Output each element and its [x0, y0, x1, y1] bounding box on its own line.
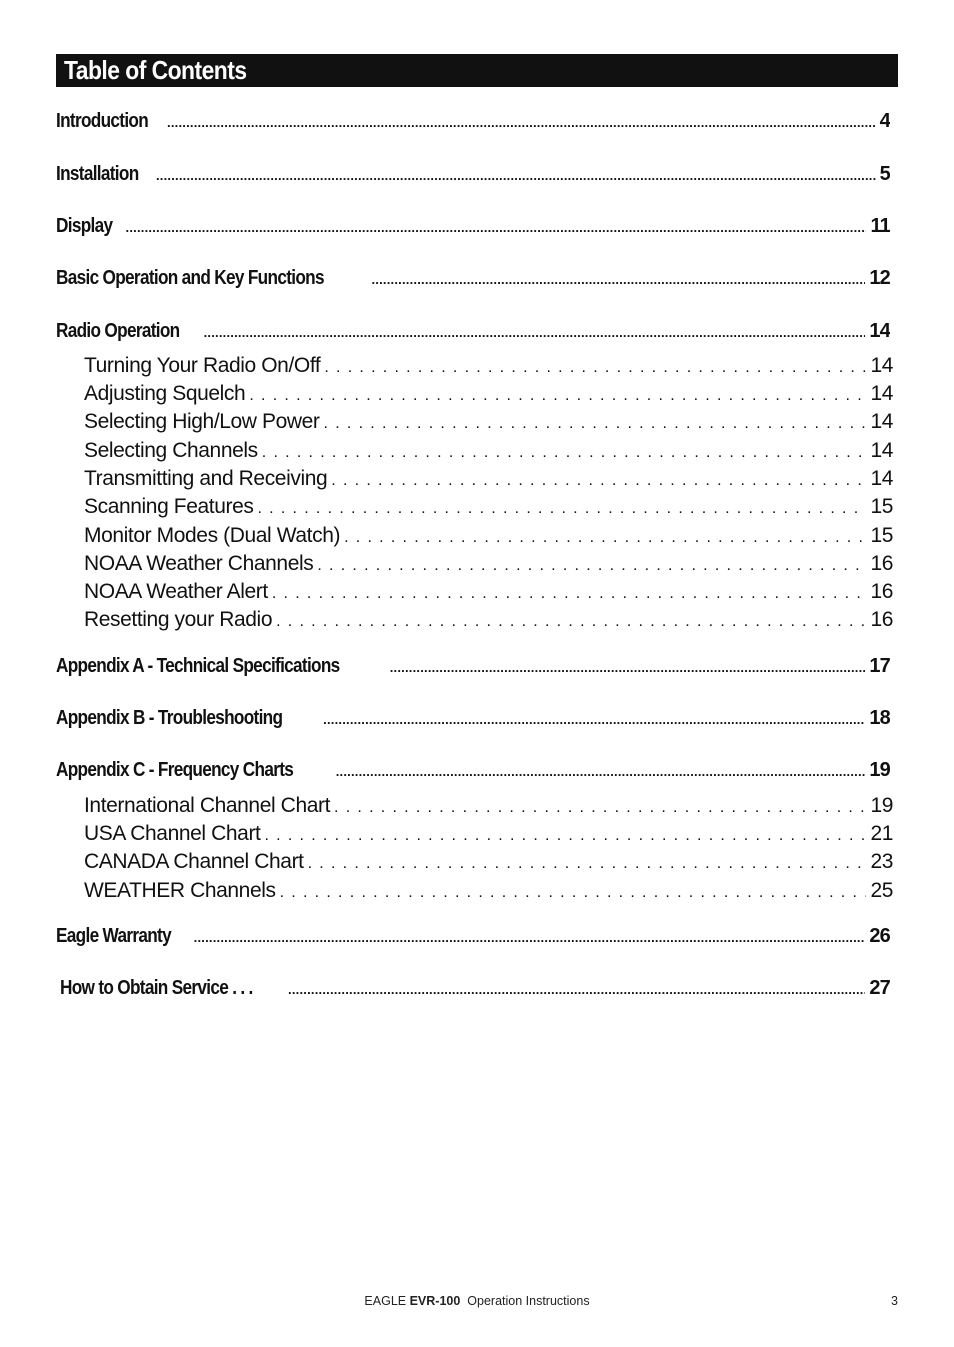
- toc-subentry[interactable]: [84, 467, 893, 491]
- toc-page: 14: [870, 467, 893, 490]
- toc-label: NOAA Weather Channels: [84, 552, 314, 575]
- toc-subentry[interactable]: [84, 382, 893, 406]
- toc-label: Installation: [56, 163, 139, 185]
- toc-subentry[interactable]: [84, 354, 893, 378]
- footer-model: EVR-100: [409, 1294, 461, 1308]
- toc-page: 25: [870, 879, 893, 902]
- toc-entry-introduction[interactable]: [56, 110, 890, 133]
- toc-entry-radio-operation[interactable]: [56, 320, 890, 343]
- toc-label: Turning Your Radio On/Off: [84, 354, 321, 377]
- toc-page: 11: [870, 215, 890, 237]
- toc-page: 27: [869, 977, 890, 999]
- toc-page: 17: [869, 655, 890, 677]
- toc-label: Adjusting Squelch: [84, 382, 246, 405]
- toc-label: International Channel Chart: [84, 794, 331, 817]
- toc-label: Resetting your Radio: [84, 608, 273, 631]
- page-title: Table of Contents: [64, 55, 247, 85]
- toc-page: 16: [870, 608, 893, 631]
- toc-label: Eagle Warranty: [56, 925, 171, 947]
- toc-label: Scanning Features: [84, 495, 254, 518]
- toc-subentry[interactable]: [84, 580, 893, 604]
- toc-subentry[interactable]: [84, 410, 893, 434]
- toc-label: Radio Operation: [56, 320, 180, 342]
- toc-entry-appendix-a[interactable]: [56, 655, 890, 678]
- footer-brand: EAGLE: [364, 1294, 407, 1308]
- toc-page: 14: [870, 439, 893, 462]
- toc-entry-display[interactable]: [56, 215, 890, 238]
- toc-label: Basic Operation and Key Functions: [56, 267, 324, 289]
- toc-subentry[interactable]: [84, 794, 893, 818]
- toc-page: 14: [870, 382, 893, 405]
- toc-subentry[interactable]: [84, 850, 893, 874]
- toc-page: 16: [870, 552, 893, 575]
- toc-page: 21: [870, 822, 893, 845]
- toc-entry-appendix-b[interactable]: [56, 707, 890, 730]
- toc-label: Appendix B - Troubleshooting: [56, 707, 283, 729]
- toc-page: 15: [870, 495, 893, 518]
- toc-label: How to Obtain Service . . .: [60, 977, 253, 999]
- toc-entry-warranty[interactable]: [56, 925, 890, 948]
- toc-subentry[interactable]: [84, 879, 893, 903]
- footer-title: [0, 1294, 954, 1308]
- toc-subentry[interactable]: [84, 524, 893, 548]
- toc-label: Selecting High/Low Power: [84, 410, 320, 433]
- toc-label: Introduction: [56, 110, 149, 132]
- toc-page: 15: [870, 524, 893, 547]
- toc-label: Monitor Modes (Dual Watch): [84, 524, 341, 547]
- toc-subentry[interactable]: [84, 822, 893, 846]
- toc-label: Appendix A - Technical Specifications: [56, 655, 340, 677]
- toc-page: 19: [870, 794, 893, 817]
- toc-page: 4: [879, 110, 890, 132]
- toc-page: 5: [879, 163, 890, 185]
- toc-page: 16: [870, 580, 893, 603]
- toc-page: 19: [869, 759, 890, 781]
- toc-label: WEATHER Channels: [84, 879, 276, 902]
- toc-page: 14: [870, 354, 893, 377]
- toc-page: 23: [870, 850, 893, 873]
- toc-label: NOAA Weather Alert: [84, 580, 268, 603]
- toc-label: Selecting Channels: [84, 439, 258, 462]
- toc-entry-installation[interactable]: [56, 163, 890, 186]
- toc-label: Appendix C - Frequency Charts: [56, 759, 294, 781]
- toc-entry-service[interactable]: [60, 977, 890, 1000]
- toc-subentry[interactable]: [84, 552, 893, 576]
- page-number: 3: [891, 1294, 898, 1308]
- toc-subentry[interactable]: [84, 439, 893, 463]
- toc-label: CANADA Channel Chart: [84, 850, 304, 873]
- toc-page: 14: [870, 410, 893, 433]
- toc-label: Transmitting and Receiving: [84, 467, 328, 490]
- toc-entry-appendix-c[interactable]: [56, 759, 890, 782]
- toc-page: 26: [869, 925, 890, 947]
- toc-page: 18: [869, 707, 890, 729]
- toc-subentry[interactable]: [84, 608, 893, 632]
- footer-doc: Operation Instructions: [467, 1294, 590, 1308]
- toc-page: 12: [869, 267, 890, 289]
- toc-page: 14: [869, 320, 890, 342]
- title-bar: [56, 54, 898, 87]
- toc-label: USA Channel Chart: [84, 822, 261, 845]
- toc-subentry[interactable]: [84, 495, 893, 519]
- toc-entry-basic-operation[interactable]: [56, 267, 890, 290]
- toc-label: Display: [56, 215, 113, 237]
